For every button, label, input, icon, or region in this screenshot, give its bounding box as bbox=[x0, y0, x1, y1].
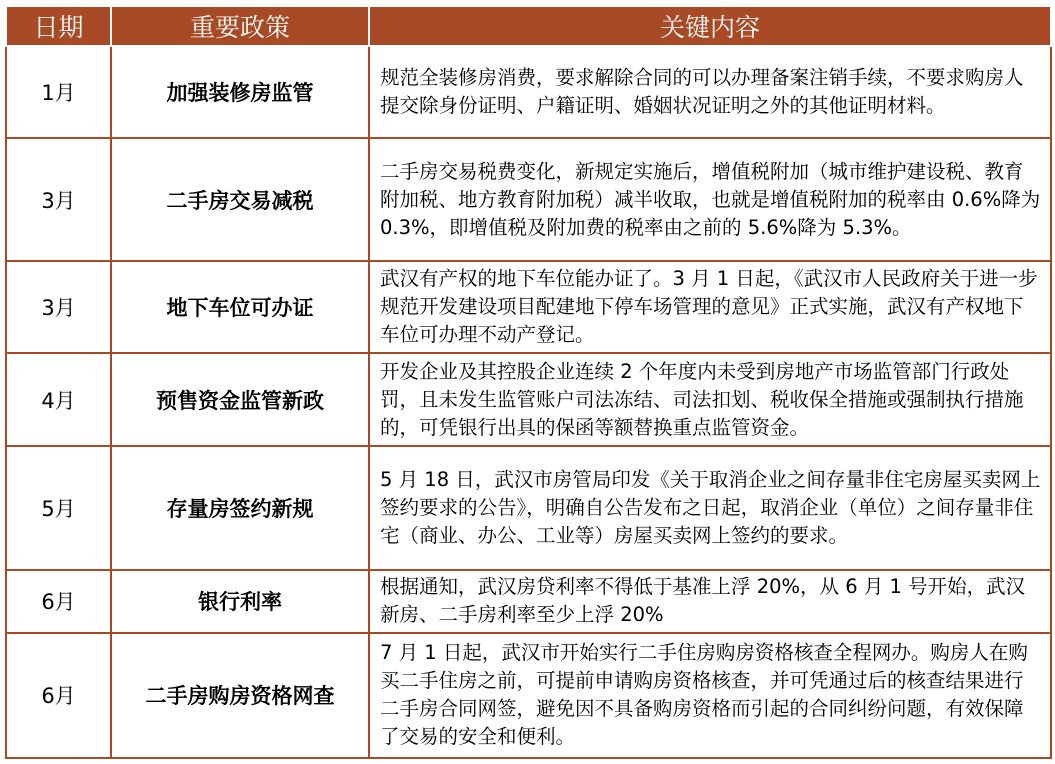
cell-policy: 二手房购房资格网查 bbox=[111, 633, 369, 758]
table-row bbox=[6, 446, 1051, 569]
cell-date: 5月 bbox=[6, 446, 111, 569]
table-row bbox=[6, 261, 1051, 353]
cell-policy: 预售资金监管新政 bbox=[111, 353, 369, 446]
table-row bbox=[6, 353, 1051, 446]
cell-content: 武汉有产权的地下车位能办证了。3 月 1 日起，《武汉市人民政府关于进一步规范开发建设项目配建地下停车场管理的意见》正式实施，武汉有产权地下车位可办理不动产登记。 bbox=[369, 261, 1051, 353]
cell-policy: 银行利率 bbox=[111, 570, 369, 633]
policy-table bbox=[5, 5, 1052, 759]
cell-policy: 存量房签约新规 bbox=[111, 446, 369, 569]
cell-date: 6月 bbox=[6, 633, 111, 758]
header-policy: 重要政策 bbox=[111, 6, 369, 46]
cell-date: 3月 bbox=[6, 261, 111, 353]
cell-date: 3月 bbox=[6, 138, 111, 261]
cell-date: 4月 bbox=[6, 353, 111, 446]
cell-policy: 二手房交易减税 bbox=[111, 138, 369, 261]
cell-content: 根据通知，武汉房贷利率不得低于基准上浮 20%，从 6 月 1 号开始，武汉新房、二手房利率至少上浮 20% bbox=[369, 570, 1051, 633]
table-row bbox=[6, 138, 1051, 261]
cell-date: 1月 bbox=[6, 46, 111, 138]
cell-content: 二手房交易税费变化，新规定实施后，增值税附加（城市维护建设税、教育附加税、地方教育附加税）减半收取，也就是增值税附加的税率由 0.6%降为 0.3%，即增值税及附加费的税率由之前的 5.6%降为 5.3%。 bbox=[369, 138, 1051, 261]
cell-content: 开发企业及其控股企业连续 2 个年度内未受到房地产市场监管部门行政处罚，且未发生监管账户司法冻结、司法扣划、税收保全措施或强制执行措施的，可凭银行出具的保函等额替换重点监管资金。 bbox=[369, 353, 1051, 446]
cell-content: 7 月 1 日起，武汉市开始实行二手住房购房资格核查全程网办。购房人在购买二手住房之前，可提前申请购房资格核查，并可凭通过后的核查结果进行二手房合同网签，避免因不具备购房资格而引起的合同纠纷问题，有效保障了交易的安全和便利。 bbox=[369, 633, 1051, 758]
header-content: 关键内容 bbox=[369, 6, 1051, 46]
cell-policy: 地下车位可办证 bbox=[111, 261, 369, 353]
header-date: 日期 bbox=[6, 6, 111, 46]
cell-content: 规范全装修房消费，要求解除合同的可以办理备案注销手续，不要求购房人提交除身份证明、户籍证明、婚姻状况证明之外的其他证明材料。 bbox=[369, 46, 1051, 138]
table-row bbox=[6, 46, 1051, 138]
table-row bbox=[6, 570, 1051, 633]
table-row bbox=[6, 633, 1051, 758]
table-header-row bbox=[6, 6, 1051, 46]
cell-date: 6月 bbox=[6, 570, 111, 633]
cell-content: 5 月 18 日，武汉市房管局印发《关于取消企业之间存量非住宅房屋买卖网上签约要求的公告》，明确自公告发布之日起，取消企业（单位）之间存量非住宅（商业、办公、工业等）房屋买卖网上签约的要求。 bbox=[369, 446, 1051, 569]
cell-policy: 加强装修房监管 bbox=[111, 46, 369, 138]
